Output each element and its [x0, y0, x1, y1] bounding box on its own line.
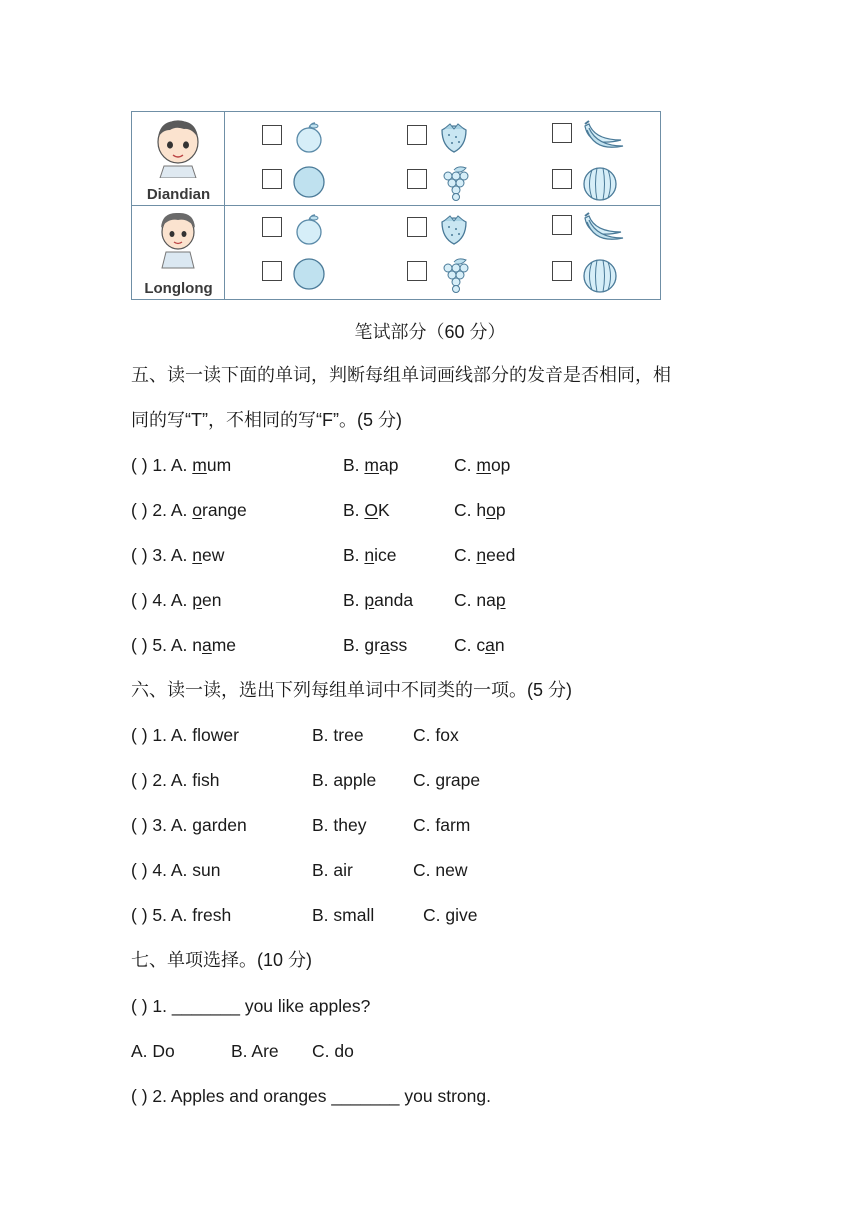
checkbox[interactable] — [552, 123, 572, 143]
orange-icon — [291, 164, 327, 200]
option-b: B. tree — [312, 725, 364, 745]
option-a: ( ) 1. A. mum — [131, 455, 232, 475]
section-7-heading: 七、单项选择。(10 分) — [131, 950, 313, 970]
option-a: ( ) 4. A. pen — [131, 590, 222, 610]
option-a: ( ) 5. A. fresh — [131, 905, 232, 925]
table-row — [132, 206, 660, 299]
checkbox[interactable] — [407, 217, 427, 237]
option-b: B. map — [343, 455, 399, 475]
option-a: ( ) 3. A. new — [131, 545, 225, 565]
strawberry-icon — [436, 120, 472, 154]
checkbox[interactable] — [407, 169, 427, 189]
section-5-heading: 五、读一读下面的单词，判断每组单词画线部分的发音是否相同，相 — [131, 365, 671, 385]
fruit-choice-table — [131, 111, 661, 300]
option-a: ( ) 5. A. name — [131, 635, 237, 655]
option-c: C. new — [413, 860, 468, 880]
option-a: ( ) 1. A. flower — [131, 725, 239, 745]
grapes-icon — [436, 164, 474, 202]
option-b: B. panda — [343, 590, 414, 610]
checkbox[interactable] — [262, 169, 282, 189]
checkbox[interactable] — [262, 217, 282, 237]
question-2: ( ) 2. Apples and oranges _______ you strong. — [131, 1086, 491, 1106]
section-title: 笔试部分（60 分） — [354, 322, 506, 342]
option-c[interactable]: C. do — [312, 1041, 354, 1061]
option-c: C. grape — [413, 770, 481, 790]
option-a: ( ) 4. A. sun — [131, 860, 221, 880]
checkbox[interactable] — [552, 261, 572, 281]
checkbox[interactable] — [407, 261, 427, 281]
option-b: B. nice — [343, 545, 397, 565]
watermelon-icon — [581, 256, 619, 294]
person-cell — [132, 206, 225, 299]
option-b[interactable]: B. Are — [231, 1041, 279, 1061]
section-5-heading-cont: 同的写“T”，不相同的写“F”。(5 分) — [131, 410, 402, 430]
checkbox[interactable] — [552, 169, 572, 189]
checkbox[interactable] — [407, 125, 427, 145]
banana-icon — [581, 118, 625, 154]
orange-icon — [291, 256, 327, 292]
watermelon-icon — [581, 164, 619, 202]
checkbox[interactable] — [552, 215, 572, 235]
option-b: B. they — [312, 815, 367, 835]
table-row — [132, 112, 660, 206]
banana-icon — [581, 210, 625, 246]
option-c: C. nap — [454, 590, 506, 610]
person-name: Diandian — [146, 186, 211, 203]
option-a: ( ) 2. A. fish — [131, 770, 220, 790]
person-name: Longlong — [144, 280, 213, 297]
person-cell — [132, 112, 225, 205]
grapes-icon — [436, 256, 474, 294]
option-b: B. small — [312, 905, 375, 925]
option-a: ( ) 3. A. garden — [131, 815, 247, 835]
apple-icon — [291, 120, 327, 154]
option-c: C. mop — [454, 455, 511, 475]
strawberry-icon — [436, 212, 472, 246]
question-1: ( ) 1. _______ you like apples? — [131, 996, 371, 1016]
option-c: C. can — [454, 635, 505, 655]
checkbox[interactable] — [262, 125, 282, 145]
option-a: ( ) 2. A. orange — [131, 500, 247, 520]
section-6-heading: 六、读一读，选出下列每组单词中不同类的一项。(5 分) — [131, 680, 572, 700]
option-b: B. OK — [343, 500, 390, 520]
option-a[interactable]: A. Do — [131, 1041, 175, 1061]
option-b: B. grass — [343, 635, 408, 655]
option-b: B. air — [312, 860, 353, 880]
boy-avatar-icon — [148, 116, 208, 178]
boy-avatar-icon — [148, 208, 208, 270]
option-c: C. need — [454, 545, 516, 565]
option-c: C. farm — [413, 815, 471, 835]
option-b: B. apple — [312, 770, 377, 790]
checkbox[interactable] — [262, 261, 282, 281]
apple-icon — [291, 212, 327, 246]
option-c: C. give — [423, 905, 478, 925]
option-c: C. fox — [413, 725, 459, 745]
option-c: C. hop — [454, 500, 506, 520]
